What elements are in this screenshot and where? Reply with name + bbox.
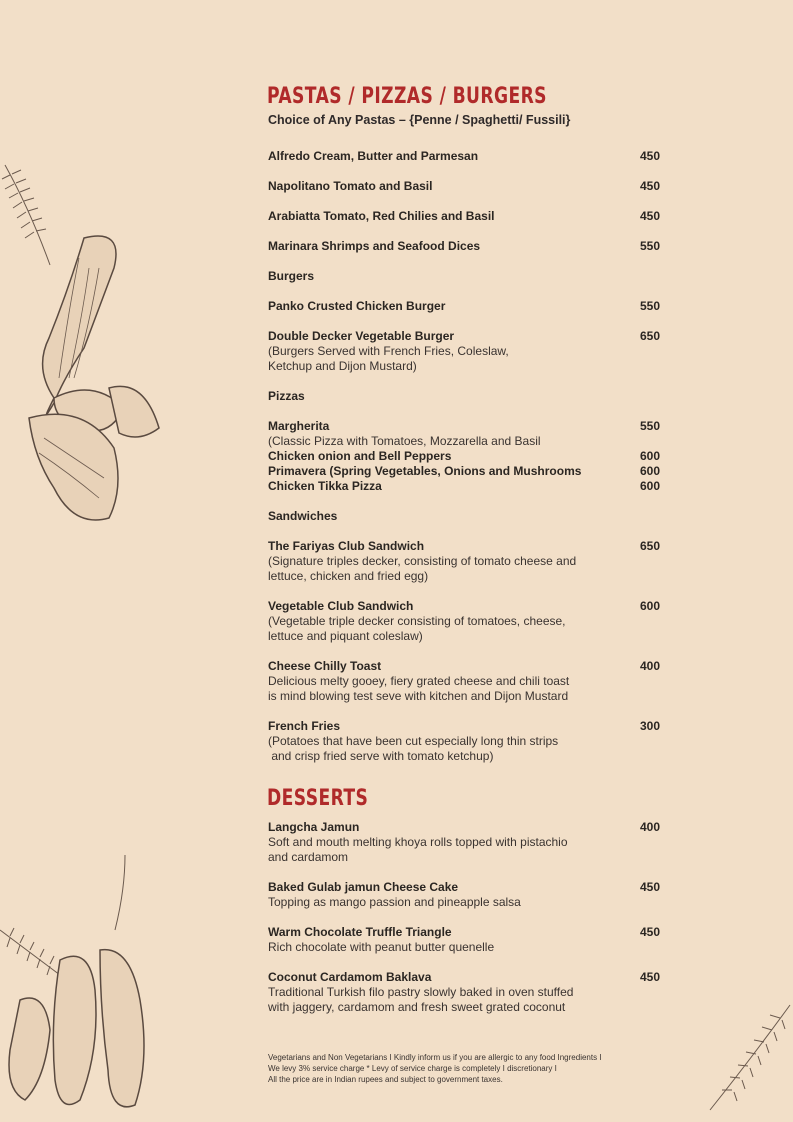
item-name: Chicken onion and Bell Peppers bbox=[268, 449, 452, 463]
menu-item bbox=[268, 880, 660, 910]
menu-item bbox=[268, 479, 660, 494]
menu-item bbox=[268, 539, 660, 584]
footer-notice bbox=[268, 1052, 602, 1085]
menu-item bbox=[268, 719, 660, 764]
menu-item bbox=[268, 179, 660, 194]
menu-item bbox=[268, 464, 660, 479]
item-name: Arabiatta Tomato, Red Chilies and Basil bbox=[268, 209, 495, 223]
menu-item bbox=[268, 239, 660, 254]
item-price: 300 bbox=[639, 719, 660, 733]
pasta-choice-subtitle: Choice of Any Pastas – {Penne / Spaghetti/ Fussili} bbox=[268, 113, 571, 127]
item-description-line: Traditional Turkish filo pastry slowly baked in oven stuffed bbox=[268, 985, 574, 999]
menu-item bbox=[268, 209, 660, 224]
menu-item bbox=[268, 149, 660, 164]
item-description-line: (Burgers Served with French Fries, Coleslaw, bbox=[268, 344, 509, 358]
item-description-line: (Classic Pizza with Tomatoes, Mozzarella and Basil bbox=[268, 434, 541, 448]
item-name: Cheese Chilly Toast bbox=[268, 659, 382, 673]
item-price: 550 bbox=[639, 239, 660, 253]
item-description bbox=[268, 344, 660, 374]
footer-line: We levy 3% service charge * Levy of service charge is completely I discretionary I bbox=[268, 1064, 557, 1073]
tamarind-pod-bottom-icon bbox=[0, 850, 170, 1122]
item-price: 600 bbox=[639, 479, 660, 493]
menu-item bbox=[268, 925, 660, 955]
item-description-line: lettuce, chicken and fried egg) bbox=[268, 569, 429, 583]
menu-item bbox=[268, 599, 660, 644]
item-name: Margherita bbox=[268, 419, 330, 433]
tamarind-leaf-bottom-icon bbox=[690, 1000, 793, 1122]
item-price: 400 bbox=[639, 820, 660, 834]
item-price: 450 bbox=[639, 970, 660, 984]
item-description-line: Rich chocolate with peanut butter quenelle bbox=[268, 940, 495, 954]
item-description-line: Ketchup and Dijon Mustard) bbox=[268, 359, 417, 373]
item-description-line: lettuce and piquant coleslaw) bbox=[268, 629, 423, 643]
item-description-line: (Potatoes that have been cut especially long thin strips bbox=[268, 734, 559, 748]
item-price: 450 bbox=[639, 925, 660, 939]
item-price: 650 bbox=[639, 539, 660, 553]
item-description-line: with jaggery, cardamom and fresh sweet grated coconut bbox=[268, 1000, 566, 1014]
section-title-pastas: PASTAS / PIZZAS / BURGERS bbox=[267, 84, 547, 109]
item-description-line: (Vegetable triple decker consisting of tomatoes, cheese, bbox=[268, 614, 566, 628]
item-price: 550 bbox=[639, 299, 660, 313]
item-price: 550 bbox=[639, 419, 660, 433]
item-name: The Fariyas Club Sandwich bbox=[268, 539, 425, 553]
tamarind-pod-icon bbox=[14, 228, 164, 528]
item-description-line: (Signature triples decker, consisting of tomato cheese and bbox=[268, 554, 577, 568]
item-name: Vegetable Club Sandwich bbox=[268, 599, 414, 613]
item-price: 450 bbox=[639, 149, 660, 163]
menu-item bbox=[268, 659, 660, 704]
item-price: 600 bbox=[639, 464, 660, 478]
item-description-line: and crisp fried serve with tomato ketchup) bbox=[268, 749, 494, 763]
menu-item bbox=[268, 820, 660, 865]
item-price: 450 bbox=[639, 179, 660, 193]
item-name: Alfredo Cream, Butter and Parmesan bbox=[268, 149, 479, 163]
item-name: Warm Chocolate Truffle Triangle bbox=[268, 925, 452, 939]
item-description-line: Delicious melty gooey, fiery grated cheese and chili toast bbox=[268, 674, 570, 688]
item-name: French Fries bbox=[268, 719, 341, 733]
item-description-line: Topping as mango passion and pineapple salsa bbox=[268, 895, 521, 909]
item-name: Marinara Shrimps and Seafood Dices bbox=[268, 239, 481, 253]
item-name: Coconut Cardamom Baklava bbox=[268, 970, 432, 984]
menu-item bbox=[268, 449, 660, 464]
menu-item bbox=[268, 419, 660, 449]
item-description-line: is mind blowing test seve with kitchen and Dijon Mustard bbox=[268, 689, 569, 703]
item-name: Langcha Jamun bbox=[268, 820, 360, 834]
subheading-sandwiches: Sandwiches bbox=[268, 509, 338, 523]
item-price: 650 bbox=[639, 329, 660, 343]
item-price: 600 bbox=[639, 599, 660, 613]
footer-line: All the price are in Indian rupees and subject to government taxes. bbox=[268, 1075, 503, 1084]
item-name: Baked Gulab jamun Cheese Cake bbox=[268, 880, 459, 894]
item-description-line: Soft and mouth melting khoya rolls topped with pistachio bbox=[268, 835, 568, 849]
item-description-line: and cardamom bbox=[268, 850, 349, 864]
menu-item bbox=[268, 329, 660, 374]
subheading-burgers: Burgers bbox=[268, 269, 315, 283]
item-price: 400 bbox=[639, 659, 660, 673]
item-name: Double Decker Vegetable Burger bbox=[268, 329, 455, 343]
menu-item bbox=[268, 299, 660, 314]
item-price: 450 bbox=[639, 209, 660, 223]
item-name: Napolitano Tomato and Basil bbox=[268, 179, 433, 193]
item-name: Primavera (Spring Vegetables, Onions and Mushrooms bbox=[268, 464, 582, 478]
item-price: 450 bbox=[639, 880, 660, 894]
item-price: 600 bbox=[639, 449, 660, 463]
menu-item bbox=[268, 970, 660, 1015]
footer-line: Vegetarians and Non Vegetarians I Kindly inform us if you are allergic to any food Ingredients I bbox=[268, 1053, 602, 1062]
item-name: Panko Crusted Chicken Burger bbox=[268, 299, 446, 313]
section-title-desserts: DESSERTS bbox=[267, 786, 369, 811]
item-name: Chicken Tikka Pizza bbox=[268, 479, 382, 493]
subheading-pizzas: Pizzas bbox=[268, 389, 305, 403]
